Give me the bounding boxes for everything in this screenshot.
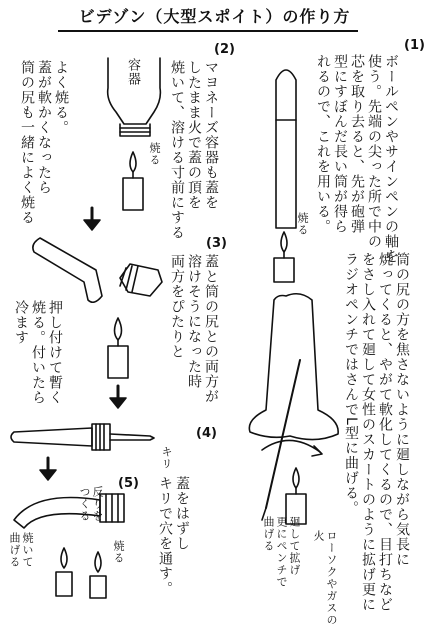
pen-barrel-drawing [276,70,296,228]
candle-drawing-2 [108,318,128,378]
arrow-down-2 [110,386,126,408]
candle-label: ローソクやガスの 火 [312,530,338,626]
step-3-note: 押し付けて暫く 焼る。付いたら 冷ます [13,300,63,405]
step-4-number: (4) [196,426,217,441]
step-3-text: 蓋と筒の尻との両方が 溶けそうになった時 両方をぴたりと [169,254,219,404]
step-5-text: 反りを つくる [78,486,104,522]
candle-drawing-5 [274,232,294,282]
bend-label: 焼いて 曲げる [8,532,34,568]
joined-tube-drawing [11,424,154,450]
flare-label: 廻して拡げ 更にペンチで 曲げる [262,516,301,588]
burn-label: 焼る [112,540,125,564]
step-2-number: (2) [214,42,235,57]
step-5-number: (5) [118,476,139,491]
page-title: ビデゾン（大型スポイト）の作り方 [78,7,351,26]
step-1-number: (1) [404,38,425,53]
candle-drawing-4 [90,552,106,598]
step-3-number: (3) [206,236,227,251]
step-2-text: マヨネーズ容器も蓋を したまま火で蓋の頂を 焼いて、溶ける寸前にする [169,60,219,240]
step-2-note: よく焼る。 蓋が軟かくなったら 筒の尻も一緒によく焼る [19,60,69,225]
candle-drawing-3 [56,548,72,596]
container-label: 容器 [125,58,140,86]
tube-and-cap-drawing [33,238,162,302]
bent-tube-drawing [14,494,124,528]
heat-label-1: 焼る [148,142,161,166]
drill-label: キリ [160,446,173,470]
step-1-text: ボールペンやサインペンの軸を 使う。先端の尖った所で中の 芯を取り去ると、先が砲弾 型にすぼんだ長い筒が得ら れるので、これを用いる。 [315,54,399,264]
step-4-text: 蓋をはずし キリで穴を通す。 [157,476,190,596]
right-instructions: 筒の尻の方を焦さないように廻しながら気長に 焼ってくると、やがて軟化してくるので、目打ちなど をさし入れて廻して女性のスカートのように拡げ更に ラジオペンチではさんでL型に曲げる。 [343,252,410,612]
candle-drawing-1 [123,152,143,210]
arrow-down-1 [84,208,100,230]
flared-tube-drawing [249,294,338,520]
arrow-down-3 [40,458,56,480]
heat-label-2: 焼る [296,212,309,236]
